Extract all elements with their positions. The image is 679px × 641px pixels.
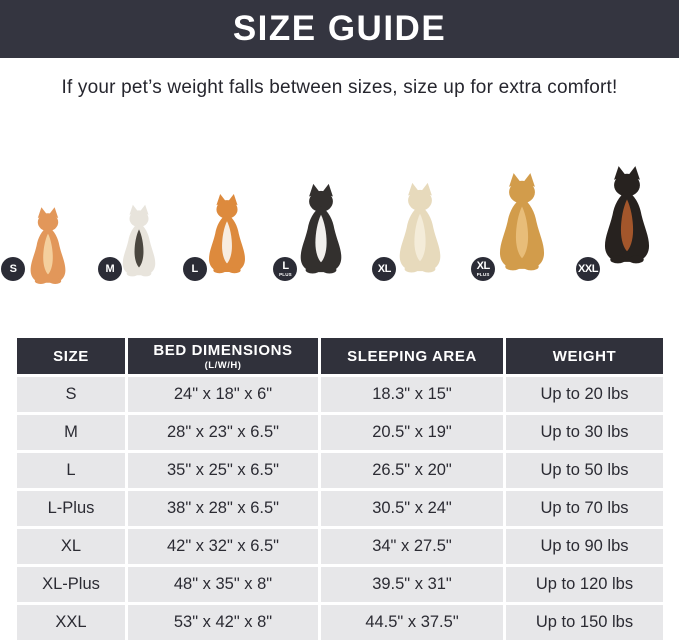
size-badge-m: M <box>98 257 122 281</box>
dog-size-lineup <box>9 136 665 284</box>
size-badge-l-plus: L PLUS <box>273 257 297 281</box>
cell-sleeping-area: 39.5" x 31" <box>321 567 503 602</box>
table-row-m <box>17 415 663 450</box>
dog-photo-golden-retriever <box>476 158 560 284</box>
cell-bed-dimensions: 48" x 35" x 8" <box>128 567 318 602</box>
table-row-xxl <box>17 605 663 640</box>
dog-photo-labrador <box>377 170 455 284</box>
page-title: SIZE GUIDE <box>232 9 447 48</box>
cell-size: S <box>17 377 125 412</box>
cell-sleeping-area: 30.5" x 24" <box>321 491 503 526</box>
cell-size: L-Plus <box>17 491 125 526</box>
cell-bed-dimensions: 24" x 18" x 6" <box>128 377 318 412</box>
size-badge-xxl: XXL <box>576 257 600 281</box>
cell-bed-dimensions: 42" x 32" x 6.5" <box>128 529 318 564</box>
cell-sleeping-area: 20.5" x 19" <box>321 415 503 450</box>
dog-photo-shiba-inu <box>191 182 258 284</box>
cell-size: XL <box>17 529 125 564</box>
table-row-s <box>17 377 663 412</box>
cell-sleeping-area: 44.5" x 37.5" <box>321 605 503 640</box>
size-badge-xl: XL <box>372 257 396 281</box>
table-row-l-plus <box>17 491 663 526</box>
cell-sleeping-area: 26.5" x 20" <box>321 453 503 488</box>
dog-photo-french-bulldog <box>105 196 167 284</box>
cell-bed-dimensions: 35" x 25" x 6.5" <box>128 453 318 488</box>
column-header-weight: WEIGHT <box>506 338 663 374</box>
doberman-dog-icon <box>589 144 665 284</box>
cell-weight: Up to 150 lbs <box>506 605 663 640</box>
dog-photo-pomeranian <box>9 206 82 284</box>
cell-weight: Up to 20 lbs <box>506 377 663 412</box>
cell-weight: Up to 90 lbs <box>506 529 663 564</box>
table-row-xl-plus <box>17 567 663 602</box>
border-collie-dog-icon <box>286 172 356 284</box>
cell-sleeping-area: 18.3" x 15" <box>321 377 503 412</box>
table-header-row <box>17 338 663 374</box>
cell-size: XL-Plus <box>17 567 125 602</box>
size-guide-banner <box>0 0 679 58</box>
column-header-sleeping-area: SLEEPING AREA <box>321 338 503 374</box>
cell-bed-dimensions: 28" x 23" x 6.5" <box>128 415 318 450</box>
column-header-bed-dimensions: BED DIMENSIONS (L/W/H) <box>128 338 318 374</box>
golden-retriever-dog-icon <box>484 158 560 284</box>
cell-weight: Up to 30 lbs <box>506 415 663 450</box>
column-header-size: SIZE <box>17 338 125 374</box>
cell-weight: Up to 120 lbs <box>506 567 663 602</box>
cell-size: L <box>17 453 125 488</box>
dog-photo-doberman <box>578 144 665 284</box>
cell-weight: Up to 50 lbs <box>506 453 663 488</box>
table-row-l <box>17 453 663 488</box>
size-table <box>14 335 666 641</box>
cell-sleeping-area: 34" x 27.5" <box>321 529 503 564</box>
size-badge-xl-plus: XL PLUS <box>471 257 495 281</box>
dog-photo-border-collie <box>279 172 356 284</box>
cell-weight: Up to 70 lbs <box>506 491 663 526</box>
cell-size: M <box>17 415 125 450</box>
table-row-xl <box>17 529 663 564</box>
size-badge-l: L <box>183 257 207 281</box>
cell-size: XXL <box>17 605 125 640</box>
cell-bed-dimensions: 53" x 42" x 8" <box>128 605 318 640</box>
size-badge-s: S <box>1 257 25 281</box>
cell-bed-dimensions: 38" x 28" x 6.5" <box>128 491 318 526</box>
sizing-tip-text: If your pet’s weight falls between sizes, size up for extra comfort! <box>61 77 618 98</box>
